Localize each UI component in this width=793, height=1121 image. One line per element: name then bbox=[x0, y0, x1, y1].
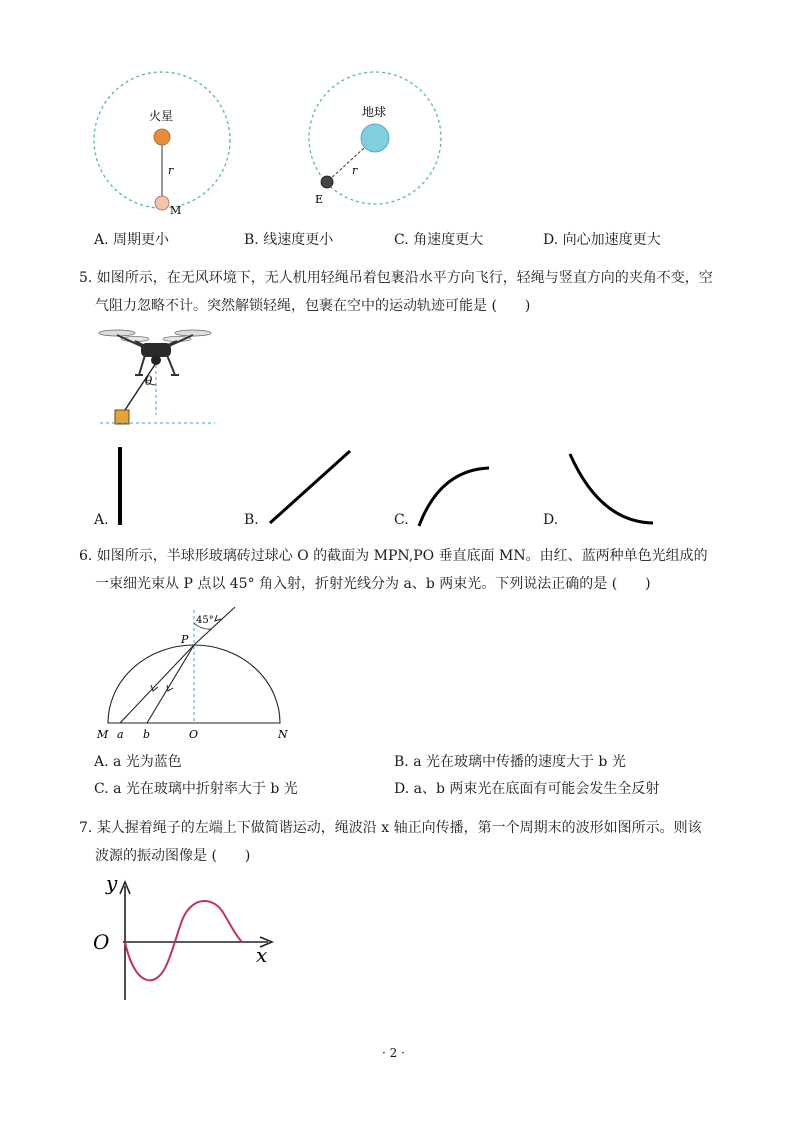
q5-option-d-label[interactable]: D. bbox=[543, 512, 559, 528]
earth-e-label: E bbox=[315, 193, 324, 206]
hemisphere-figure bbox=[95, 605, 295, 745]
q4-orbit-figures bbox=[90, 70, 460, 220]
point-o-label: O bbox=[189, 728, 199, 741]
drone-figure bbox=[95, 325, 225, 430]
q7-stem-line2: 波源的振动图像是 ( ) bbox=[95, 848, 251, 864]
mars-m-label: M bbox=[170, 204, 182, 217]
q4-option-c[interactable]: C. 角速度更大 bbox=[394, 232, 484, 248]
q4-option-b[interactable]: B. 线速度更小 bbox=[244, 232, 334, 248]
mars-r-label: r bbox=[168, 164, 174, 177]
wave-curve bbox=[125, 901, 242, 980]
q6-option-d[interactable]: D. a、b 两束光在底面有可能会发生全反射 bbox=[394, 781, 660, 797]
ray-b bbox=[147, 645, 194, 723]
incident-ray bbox=[194, 607, 235, 645]
earth-planet bbox=[361, 124, 389, 152]
q6-stem-line2: 一束细光束从 P 点以 45° 角入射，折射光线分为 a、b 两束光。下列说法正确的是 ( ) bbox=[95, 576, 651, 592]
probe-m bbox=[155, 196, 169, 210]
trajectory-c[interactable] bbox=[415, 460, 495, 530]
y-axis-label: y bbox=[106, 871, 118, 895]
q5-stem-line1: 5. 如图所示，在无风环境下，无人机用轻绳吊着包裹沿水平方向飞行，轻绳与竖直方向的夹角不变，空 bbox=[79, 270, 713, 286]
theta-label: θ bbox=[145, 374, 153, 388]
package-box bbox=[115, 410, 129, 424]
page-number: · 2 · bbox=[382, 1046, 405, 1060]
mars-label: 火星 bbox=[149, 109, 174, 123]
wave-figure bbox=[90, 870, 290, 1005]
point-p-label: P bbox=[181, 633, 189, 646]
trajectory-d[interactable] bbox=[565, 450, 660, 530]
q6-option-c[interactable]: C. a 光在玻璃中折射率大于 b 光 bbox=[94, 781, 298, 797]
origin-label: O bbox=[93, 930, 110, 954]
earth-label: 地球 bbox=[362, 105, 387, 119]
q7-stem-line1: 7. 某人握着绳子的左端上下做简谐运动，绳波沿 x 轴正向传播，第一个周期末的波形如图所示。则该 bbox=[79, 820, 702, 836]
drone-body bbox=[141, 343, 171, 357]
trajectory-a[interactable] bbox=[110, 445, 130, 530]
mars-planet bbox=[154, 129, 170, 145]
q4-option-d[interactable]: D. 向心加速度更大 bbox=[543, 232, 661, 248]
angle-label: 45° bbox=[196, 615, 214, 626]
q4-option-a[interactable]: A. 周期更小 bbox=[94, 232, 170, 248]
ray-b-label: b bbox=[143, 728, 151, 741]
point-n-label: N bbox=[278, 728, 288, 741]
q5-option-c-label[interactable]: C. bbox=[394, 512, 409, 528]
q6-option-b[interactable]: B. a 光在玻璃中传播的速度大于 b 光 bbox=[394, 754, 626, 770]
ray-a-label: a bbox=[117, 728, 124, 741]
ray-a bbox=[120, 645, 194, 723]
x-axis-label: x bbox=[256, 943, 268, 967]
q6-stem-line1: 6. 如图所示，半球形玻璃砖过球心 O 的截面为 MPN,PO 垂直底面 MN。由红、蓝两种单色光组成的 bbox=[79, 548, 708, 564]
earth-r-label: r bbox=[352, 164, 358, 177]
probe-e bbox=[321, 176, 333, 188]
q5-option-a-label[interactable]: A. bbox=[94, 512, 109, 528]
q5-option-b-label[interactable]: B. bbox=[244, 512, 259, 528]
q5-stem-line2: 气阻力忽略不计。突然解锁轻绳，包裹在空中的运动轨迹可能是 ( ) bbox=[95, 298, 531, 314]
point-m-label: M bbox=[97, 728, 109, 741]
q6-option-a[interactable]: A. a 光为蓝色 bbox=[94, 754, 182, 770]
trajectory-b[interactable] bbox=[265, 448, 355, 528]
